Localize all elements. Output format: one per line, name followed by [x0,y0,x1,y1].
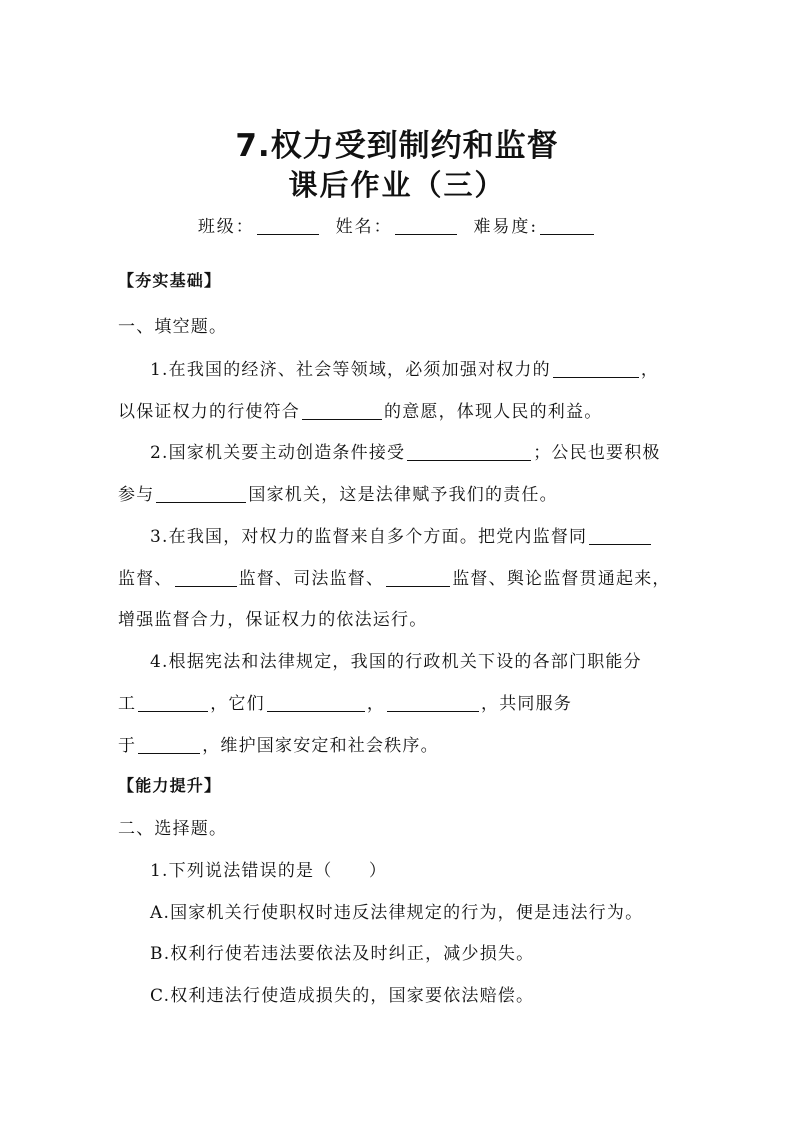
q3-blank-1[interactable] [589,526,651,545]
section-heading-improvement: 【能力提升】 [118,776,222,795]
q1-line-1: 1.在我国的经济、社会等领域，必须加强对权力的 ， [150,360,660,380]
q3-line-3: 增强监督合力，保证权力的依法运行。 [118,610,428,630]
mc-option-c[interactable]: C.权利违法行使造成损失的，国家要依法赔偿。 [150,986,535,1006]
q1-line-2: 以保证权力的行使符合 的意愿，体现人民的利益。 [118,402,603,422]
page-title: 7.权力受到制约和监督 [235,128,559,164]
name-blank[interactable] [395,216,457,235]
q4-line-3: 于 ，维护国家安定和社会秩序。 [118,736,439,756]
q4-line-1: 4.根据宪法和法律规定，我国的行政机关下设的各部门职能分 [150,652,642,672]
q4-blank-2[interactable] [267,693,365,712]
section-heading-basics: 【夯实基础】 [118,271,222,290]
q4-blank-3[interactable] [387,693,479,712]
mc-option-a[interactable]: A.国家机关行使职权时违反法律规定的行为，便是违法行为。 [150,903,644,923]
part-label-fill-blank: 一、填空题。 [118,317,228,337]
q4-blank-4[interactable] [138,735,200,754]
class-label: 班级： [197,217,255,237]
page-subtitle: 课后作业（三） [288,168,506,202]
q3-line-1: 3.在我国，对权力的监督来自多个方面。把党内监督同 [150,522,653,547]
part-label-multiple-choice: 二、选择题。 [118,819,228,839]
q2-line-1: 2.国家机关要主动创造条件接受 ；公民也要积极 [150,443,661,463]
difficulty-blank[interactable] [540,216,594,235]
class-blank[interactable] [257,216,319,235]
student-info-row [0,212,794,237]
q1-blank-2[interactable] [302,401,382,420]
difficulty-label: 难易度: [473,217,539,237]
q1-blank-1[interactable] [553,359,639,378]
q3-blank-3[interactable] [386,568,450,587]
q2-blank-1[interactable] [407,442,531,461]
mc-question-1: 1.下列说法错误的是（ ） [150,861,388,881]
q2-blank-2[interactable] [156,484,246,503]
q4-blank-1[interactable] [138,693,208,712]
mc-option-b[interactable]: B.权利行使若违法要依法及时纠正，减少损失。 [150,944,535,964]
name-label: 姓名： [335,217,393,237]
q4-line-2: 工 ，它们 ， ，共同服务 [118,694,573,714]
q2-line-2: 参与 国家机关，这是法律赋予我们的责任。 [118,485,558,505]
q3-blank-2[interactable] [175,568,237,587]
q3-line-2: 监督、 监督、司法监督、 监督、舆论监督贯通起来， [118,569,671,589]
